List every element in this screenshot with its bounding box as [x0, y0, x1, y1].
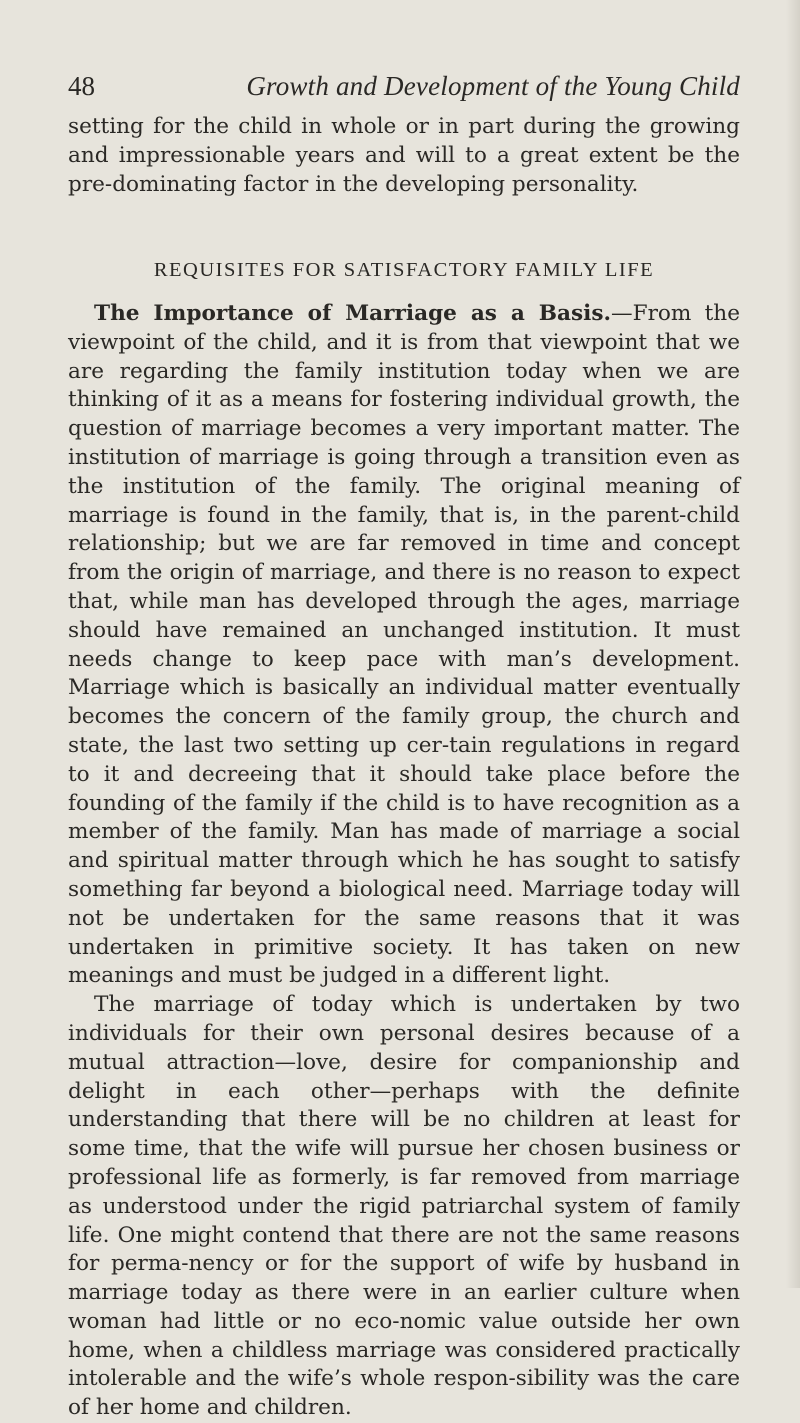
paragraph-marriage-basis-text: —From the viewpoint of the child, and it is from that viewpoint that we are regarding the family institution today when we are thinking of it as a means for fostering individual growth, the question of marriage becomes a very important matter. The institution of marriage is going through a transition even as the institution of the family. The original meaning of marriage is found in the family, that is, in the parent-child relationship; but we are far removed in time and concept from the origin of marriage, and there is no reason to expect that, while man has developed through the ages, marriage should have remained an unchanged institution. It must needs change to keep pace with man’s development. Marriage which is basically an individual matter eventually becomes the concern of the family group, the church and state, the last two setting up cer-tain regulations in regard to it and decreeing that it should take place before the founding of the family if the child is to have recognition as a member of the family. Man has made of marriage a social and spiritual matter through which he has sought to satisfy something far beyond a biological need. Marriage today will not be undertaken for the same reasons that it was undertaken in primitive society. It has taken on new meanings and must be judged in a different light. [68, 301, 740, 989]
section-heading: REQUISITES FOR SATISFACTORY FAMILY LIFE [153, 259, 655, 281]
page-edge-shadow [786, 0, 800, 1288]
running-head [68, 70, 740, 110]
body-text [68, 300, 740, 1423]
opening-paragraph: setting for the child in whole or in part during the growing and impressionable years and will to a great extent be the pre-dominating factor in the developing personality. [68, 114, 740, 197]
paragraph-modern-marriage: The marriage of today which is undertaken by two individuals for their own personal desires because of a mutual attraction—love, desire for companionship and delight in each other—perhaps with the definite understanding that there will be no children at least for some time, that the wife will pursue her chosen business or professional life as formerly, is far removed from marriage as understood under the rigid patriarchal system of family life. One might contend that there are not the same reasons for perma-nency or for the support of wife by husband in marriage today as there were in an earlier culture when woman had little or no eco-nomic value outside her own home, when a childless marriage was considered practically intolerable and the wife’s whole respon-sibility was the care of her home and children. [68, 992, 740, 1421]
paragraph-marriage-basis [68, 300, 740, 991]
page-number: 48 [68, 71, 95, 101]
run-in-heading: The Importance of Marriage as a Basis. [94, 301, 612, 326]
running-title: Growth and Development of the Young Child [246, 71, 740, 101]
